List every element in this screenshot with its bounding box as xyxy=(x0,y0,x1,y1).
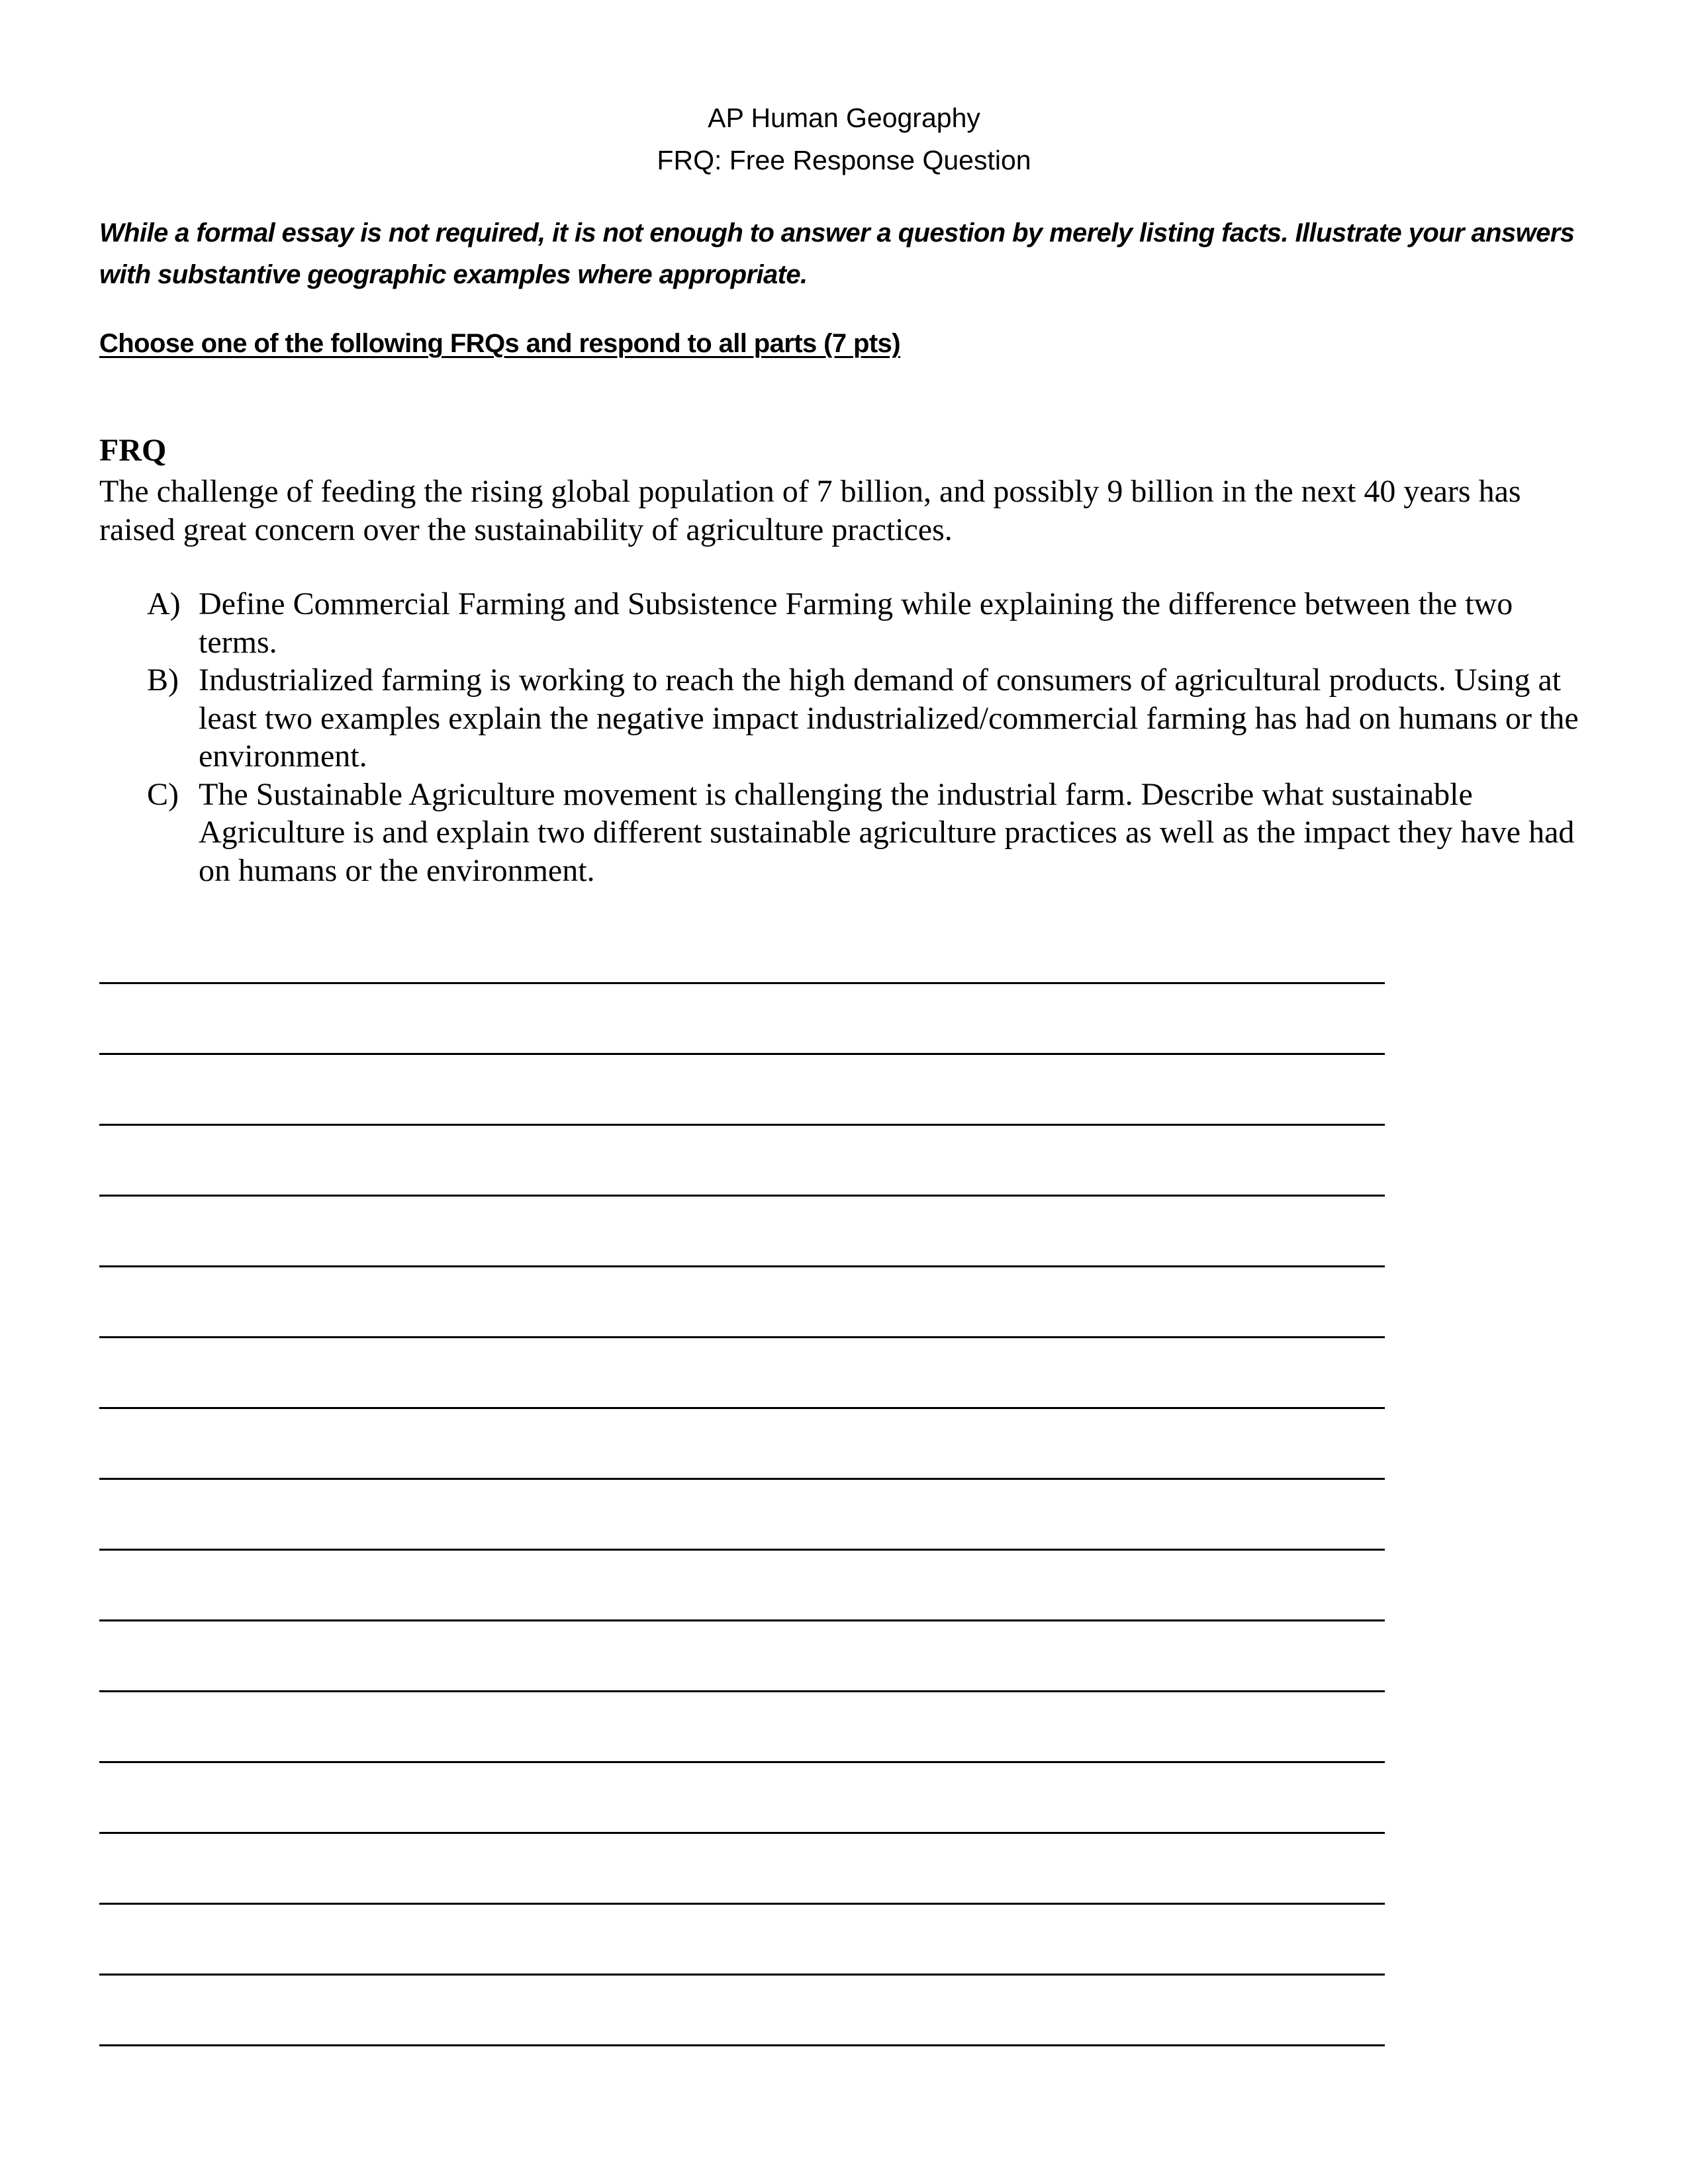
choose-instruction: Choose one of the following FRQs and respond to all parts (7 pts) xyxy=(99,329,900,358)
answer-line[interactable] xyxy=(99,1549,1385,1551)
answer-line[interactable] xyxy=(99,1619,1385,1621)
question-text: Industrialized farming is working to reach the high demand of consumers of agricultural products. Using at least two examples explain the negative impact industrialized/commercial farming has had on humans or the environment. xyxy=(199,662,1579,774)
answer-line[interactable] xyxy=(99,1265,1385,1267)
question-letter: A) xyxy=(147,586,181,621)
instructions-text: While a formal essay is not required, it is not enough to answer a question by merely listing facts. Illustrate your answers with substantive geographic examples where appropriate. xyxy=(99,218,1575,289)
answer-line[interactable] xyxy=(99,2044,1385,2046)
answer-line[interactable] xyxy=(99,1336,1385,1338)
frq-heading: FRQ xyxy=(99,433,167,468)
frq-prompt: The challenge of feeding the rising global population of 7 billion, and possibly 9 billion in the next 40 years has raised great concern over the sustainability of agriculture practices. xyxy=(99,474,1521,547)
question-b xyxy=(99,661,1595,776)
question-letter: B) xyxy=(147,662,179,698)
answer-line[interactable] xyxy=(99,1407,1385,1409)
question-letter: C) xyxy=(147,776,179,812)
answer-line[interactable] xyxy=(99,1903,1385,1905)
answer-line[interactable] xyxy=(99,1690,1385,1692)
answer-line[interactable] xyxy=(99,1124,1385,1126)
question-a xyxy=(99,585,1595,661)
question-c xyxy=(99,776,1595,890)
worksheet-title: FRQ: Free Response Question xyxy=(657,145,1031,175)
answer-line[interactable] xyxy=(99,982,1385,984)
answer-line[interactable] xyxy=(99,1053,1385,1055)
answer-line[interactable] xyxy=(99,1974,1385,1976)
answer-line[interactable] xyxy=(99,1761,1385,1763)
answer-line[interactable] xyxy=(99,1832,1385,1834)
question-list xyxy=(99,585,1595,889)
question-text: Define Commercial Farming and Subsistence Farming while explaining the difference between the two terms. xyxy=(199,586,1513,660)
question-text: The Sustainable Agriculture movement is challenging the industrial farm. Describe what sustainable Agriculture is and explain two different sustainable agriculture practices as well as the impact they have had on humans or the environment. xyxy=(199,776,1575,888)
course-title: AP Human Geography xyxy=(708,103,980,133)
answer-line[interactable] xyxy=(99,1195,1385,1197)
answer-line[interactable] xyxy=(99,1478,1385,1480)
